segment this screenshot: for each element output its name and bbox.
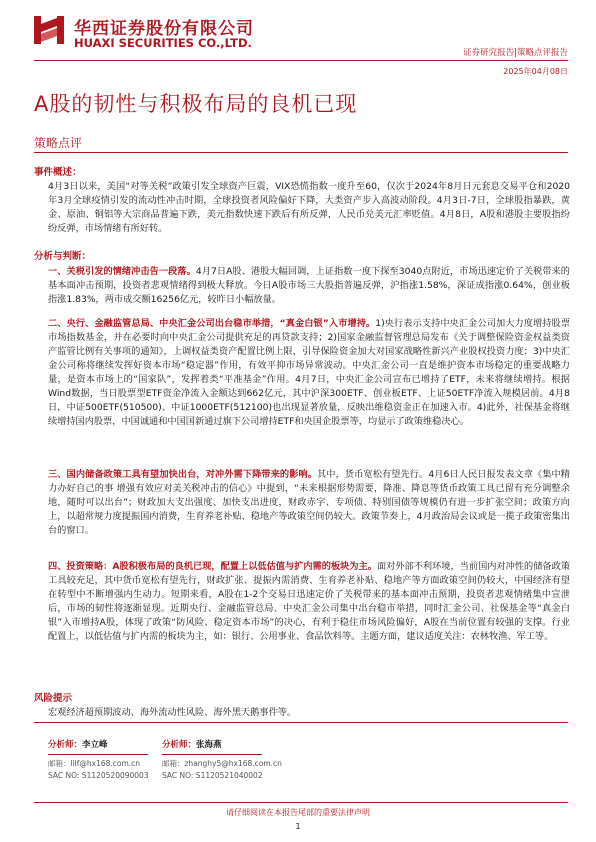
analysis-point-1 <box>48 265 570 307</box>
analysis-point-4-text: 面对外部不利环境，当前国内对冲性的储备政策工具较充足，其中货币宽松有望先行，财政扩张、提振内需消费、生育养老补贴、稳地产等方面政策空间仍较大，中国经济有望在转型中不断增强内生动力。短期来看，A股在1-2个交易日迅速定价了关税带来的基本面冲击预期，投资者悲观情绪集中宣泄后，市场的韧性将逐渐显现。近期央行、金融监管总局、中央汇金公司集中出台稳市举措，同时汇金公司、社保基金等“真金白银”入市增持A股，体现了政策“防风险、稳定资本市场”的决心，有利于稳住市场风险偏好，A股在当前位置有较强的支撑。行业配置上，以低估值与扩内需的板块为主，如：银行、公用事业、食品饮料等。主题方面，建议适度关注：农林牧渔、军工等。 <box>48 561 571 642</box>
analysis-point-2 <box>48 317 570 429</box>
title-divider <box>34 152 568 153</box>
risk-divider <box>34 722 568 723</box>
analyst-1-sac: SAC NO: S1120520090003 <box>48 771 149 780</box>
huaxi-logo-icon <box>34 14 64 46</box>
analyst-2-label: 分析师： <box>162 740 197 750</box>
header-divider <box>34 60 568 61</box>
analyst-card-2 <box>162 732 282 782</box>
company-name-en: HUAXI SECURITIES CO.,LTD. <box>74 36 252 50</box>
report-type: 证券研究报告|策略点评报告 <box>463 48 568 58</box>
analyst-2-underline <box>162 754 262 755</box>
analysis-point-3 <box>48 468 570 538</box>
analysis-point-1-text: 4月7日A股、港股大幅回调，上证指数一度下探至3040点附近，市场迅速定价了关税带来的基本面冲击预期，投资者悲观情绪得到极大释放。今日A股市场三大股指普遍反弹，沪指涨1.58%，深证成指涨0.64%，创业板指涨1.83%，两市成交额16256亿元，较昨日小幅放量。 <box>48 266 570 305</box>
analyst-1-name: 李立峰 <box>82 740 108 750</box>
analysis-point-4-lead: 四、投资策略：A股积极布局的良机已现，配置上以低估值与扩内需的板块为主。 <box>48 561 377 572</box>
analyst-1-label: 分析师： <box>48 740 83 750</box>
analyst-1-email[interactable]: 邮箱：lilf@hx168.com.cn <box>48 759 141 768</box>
analysis-heading: 分析与判断： <box>34 251 92 262</box>
analysis-point-4 <box>48 560 570 644</box>
report-title: A股的韧性与积极布局的良机已现 <box>34 92 358 116</box>
analysis-point-3-lead: 三、国内储备政策工具有望加快出台，对冲外需下降带来的影响。 <box>48 469 318 480</box>
footer-disclaimer: 请仔细阅读在本报告尾部的重要法律声明 <box>226 808 370 817</box>
report-date: 2025年04月08日 <box>503 67 568 76</box>
analyst-2-email[interactable]: 邮箱：zhanghy5@hx168.com.cn <box>162 759 282 768</box>
analysis-point-2-lead: 二、央行、金融监管总局、中央汇金公司出台稳市举措，“真金白银”入市增持。 <box>48 318 376 329</box>
analyst-2-sac: SAC NO: S1120521040002 <box>162 771 263 780</box>
analysis-point-2-text: 1)央行表示支持中央汇金公司加大力度增持股票市场指数基金，并在必要时向中央汇金公司提供充足的再贷款支持；2)国家金融监督管理总局发布《关于调整保险资金权益类资产监管比例有关事项的通知》，上调权益类资产配置比例上限，引导保险资金加大对国家战略性新兴产业股权投资力度；3)中央汇金公司称将继续发挥好资本市场“稳定器”作用，有效平抑市场异常波动。中央汇金公司一直是维护资本市场稳定的重要战略力量，是资本市场上的“国家队”，发挥着类“平准基金”作用。4月7日，中央汇金公司宣布已增持了ETF，未来将继续增持。根据Wind数据，当日股票型ETF资金净流入金额达到662亿元，其中沪深300ETF、创业板ETF、上证50ETF净流入规模居前。4月8日，中证500ETF(510500)、中证1000ETF(512100)也出现显著放量，反映出维稳资金正在加速入市。4)此外，社保基金将继续增持国内股票，中国诚通和中国国新通过旗下公司增持ETF和央国企股票等，均显示了政策维稳决心。 <box>48 318 571 427</box>
footer-divider <box>34 802 568 803</box>
event-text: 4月3日以来，美国“对等关税”政策引发全球资产巨震，VIX恐慌指数一度升至60，仅次于2024年8月日元套息交易平仓和2020年3月全球疫情引发的流动性冲击时期，全球投资者风险偏好下降，大类资产步入高波动阶段。4月3日-7日，全球股指暴跌，黄金、原油、铜铝等大宗商品普遍下跌，美元指数快速下跌后有所反弹，人民币兑美元汇率贬值。4月8日，A股和港股主要股指纷纷反弹，市场情绪有所好转。 <box>48 181 570 234</box>
risk-text: 宏观经济超预期波动、海外流动性风险、海外黑天鹅事件等。 <box>48 707 297 718</box>
analyst-card-1 <box>48 732 149 782</box>
analyst-2-name: 张海燕 <box>196 740 222 750</box>
event-heading: 事件概述： <box>34 167 82 178</box>
analyst-1-underline <box>48 754 148 755</box>
analysis-point-1-lead: 一、关税引发的情绪冲击告一段落。 <box>48 266 196 277</box>
analysis-point-3-text: 其中，货币宽松有望先行。4月6日人民日报发表文章《集中精力办好自己的事 增强有效应对美关税冲击的信心》中提到，“未来根据形势需要，降准、降息等货币政策工具已留有充分调整余地，随时可以出台”；财政加大支出强度、加快支出进度，财政赤字、专项债、特别国债等规模仍有进一步扩张空间；政策方向上，以超常规力度提振国内消费，生育养老补贴、稳地产等政策空间仍较大。政策节奏上，4月政治局会议或是一揽子政策密集出台的窗口。 <box>48 469 570 536</box>
page-number: 1 <box>295 822 301 831</box>
risk-heading: 风险提示 <box>34 693 73 704</box>
company-name-cn: 华西证券股份有限公司 <box>74 19 254 39</box>
report-subtitle: 策略点评 <box>34 136 83 150</box>
